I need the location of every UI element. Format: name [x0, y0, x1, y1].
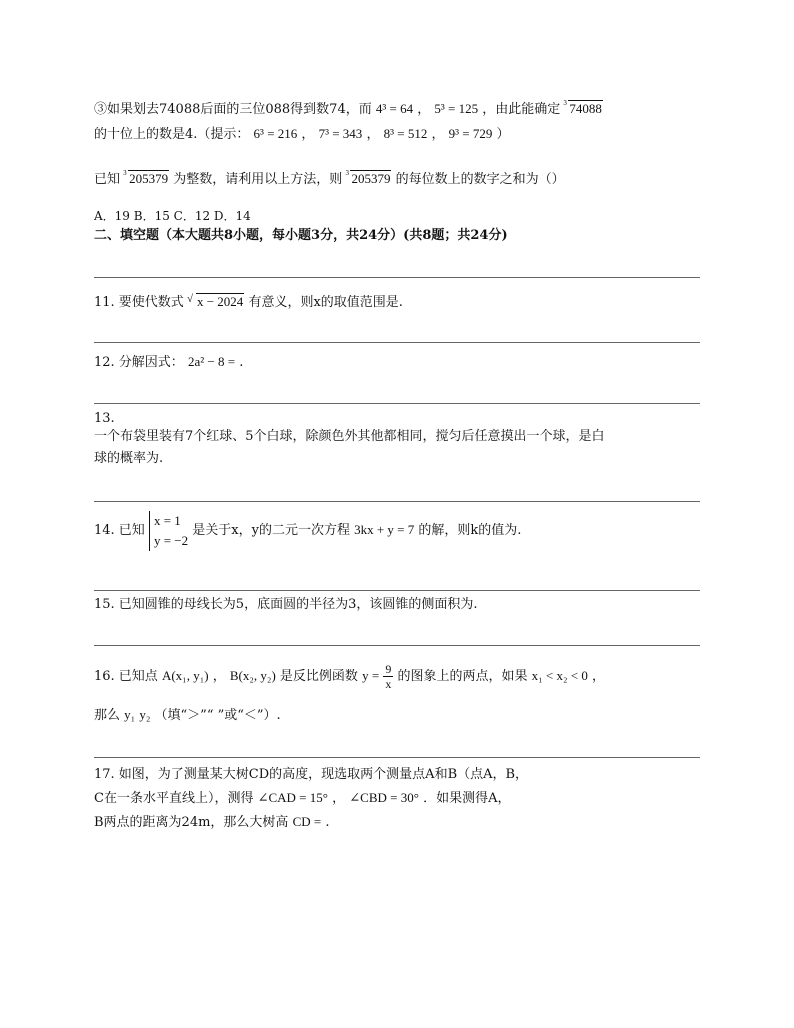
- q17-line3-post: .: [325, 815, 330, 830]
- case-1: x = 1: [153, 512, 181, 528]
- hint-text: 的十位上的数是4.（提示：: [94, 127, 250, 142]
- point-b: B(x₂, y₂): [229, 668, 276, 683]
- math-expr: x₁ < x₂ < 0: [531, 668, 588, 683]
- math-expr: 8³ = 512: [383, 126, 428, 141]
- separator: ，: [301, 127, 315, 142]
- math-expr: 2a² − 8 =: [187, 354, 236, 369]
- question-10: [94, 170, 565, 189]
- q12-post: .: [239, 355, 244, 370]
- q14-post: 的解，则k的值为.: [418, 523, 522, 538]
- function-lhs: y =: [362, 668, 380, 683]
- case-2: y = −2: [153, 532, 189, 548]
- divider: [94, 757, 700, 758]
- q17-line2-post: ．如果测得A，: [423, 791, 511, 806]
- q13-line-2: 球的概率为.: [94, 451, 164, 466]
- q10-post: 的每位数上的数字之和为（）: [395, 172, 565, 187]
- q17-line-2: [94, 789, 510, 808]
- question-15: 15. 已知圆锥的母线长为5，底面圆的半径为3，该圆锥的侧面积为.: [94, 597, 478, 612]
- point-a: A(x₁, y₁): [161, 668, 209, 683]
- cube-root-205379: 3 205379: [345, 169, 391, 186]
- q17-line-3: [94, 813, 330, 832]
- q10-mid: 为整数，请利用以上方法，则: [173, 172, 343, 187]
- math-expr: 5³ = 125: [434, 101, 479, 116]
- q17-line-1: 17. 如图，为了测量某大树CD的高度，现选取两个测量点A和B（点A，B，: [94, 767, 529, 782]
- question-14: [94, 508, 521, 553]
- divider: [94, 501, 700, 502]
- math-expr: 3kx + y = 7: [354, 522, 415, 537]
- math-expr: 6³ = 216: [253, 126, 298, 141]
- math-expr: 4³ = 64: [375, 101, 414, 116]
- q10-pre: 已知: [94, 172, 121, 187]
- cube-root-74088: 3 74088: [563, 99, 602, 116]
- denominator: x: [385, 677, 392, 691]
- radicand: 205379: [129, 171, 169, 186]
- angle-cbd: ∠CBD = 30°: [349, 790, 419, 805]
- radicand: x − 2024: [196, 294, 244, 309]
- math-expr: 7³ = 343: [318, 126, 363, 141]
- divider: [94, 277, 700, 278]
- q14-mid: 是关于x，y的二元一次方程: [192, 523, 350, 538]
- hint-text: ，由此能确定: [482, 102, 561, 117]
- fraction: [383, 662, 393, 691]
- divider: [94, 342, 700, 343]
- q11-pre: 11. 要使代数式: [94, 295, 184, 310]
- q13-line-1: 一个布袋里装有7个红球、5个白球，除颜色外其他都相同，搅匀后任意摸出一个球，是白: [94, 429, 605, 444]
- q14-pre: 14. 已知: [94, 523, 145, 538]
- separator: ，: [332, 791, 346, 806]
- divider: [94, 645, 700, 646]
- divider: [94, 590, 700, 591]
- q16-mid2: 的图象上的两点，如果: [397, 669, 528, 684]
- q12-pre: 12. 分解因式：: [94, 355, 184, 370]
- y1: y₁: [124, 707, 136, 722]
- q16-line2-post: （填“＞”“ ”或“＜”）.: [154, 708, 281, 723]
- q16-pre: 16. 已知点: [94, 669, 158, 684]
- q16-mid: 是反比例函数: [279, 669, 358, 684]
- q16-line-2: [94, 706, 281, 725]
- separator: ，: [417, 102, 431, 117]
- cd-expr: CD =: [292, 814, 322, 829]
- q16-post: ，: [591, 669, 605, 684]
- q13-number: 13.: [94, 411, 115, 426]
- divider: [94, 403, 700, 404]
- section-heading: 二、填空题（本大题共8小题，每小题3分，共24分）(共8题；共24分): [94, 228, 508, 243]
- hint-line-2: [94, 125, 510, 144]
- question-11: [94, 293, 403, 312]
- radicand: 74088: [569, 101, 602, 116]
- y2: y₂: [139, 707, 151, 722]
- hint-line-1: [94, 100, 603, 119]
- q16-line2-pre: 那么: [94, 708, 121, 723]
- equation-system: [149, 511, 188, 551]
- square-root: √ x − 2024: [186, 293, 244, 309]
- separator: ，: [212, 669, 226, 684]
- question-16: [94, 656, 605, 697]
- separator: ，: [431, 127, 445, 142]
- q10-choices: A．19 B．15 C．12 D．14: [94, 209, 251, 223]
- q11-post: 有意义，则x的取值范围是.: [248, 295, 403, 310]
- q17-line2-pre: C在一条水平直线上），测得: [94, 791, 254, 806]
- radicand: 205379: [351, 171, 391, 186]
- q17-line3-pre: B两点的距离为24m，那么大树高: [94, 815, 289, 830]
- math-expr: 9³ = 729: [448, 126, 493, 141]
- hint-text: ）: [496, 127, 510, 142]
- question-12: [94, 353, 243, 372]
- hint-text: ③如果划去74088后面的三位088得到数74，而: [94, 102, 372, 117]
- angle-cad: ∠CAD = 15°: [257, 790, 328, 805]
- cube-root-205379: 3 205379: [123, 169, 169, 186]
- numerator: 9: [385, 662, 392, 676]
- separator: ，: [366, 127, 380, 142]
